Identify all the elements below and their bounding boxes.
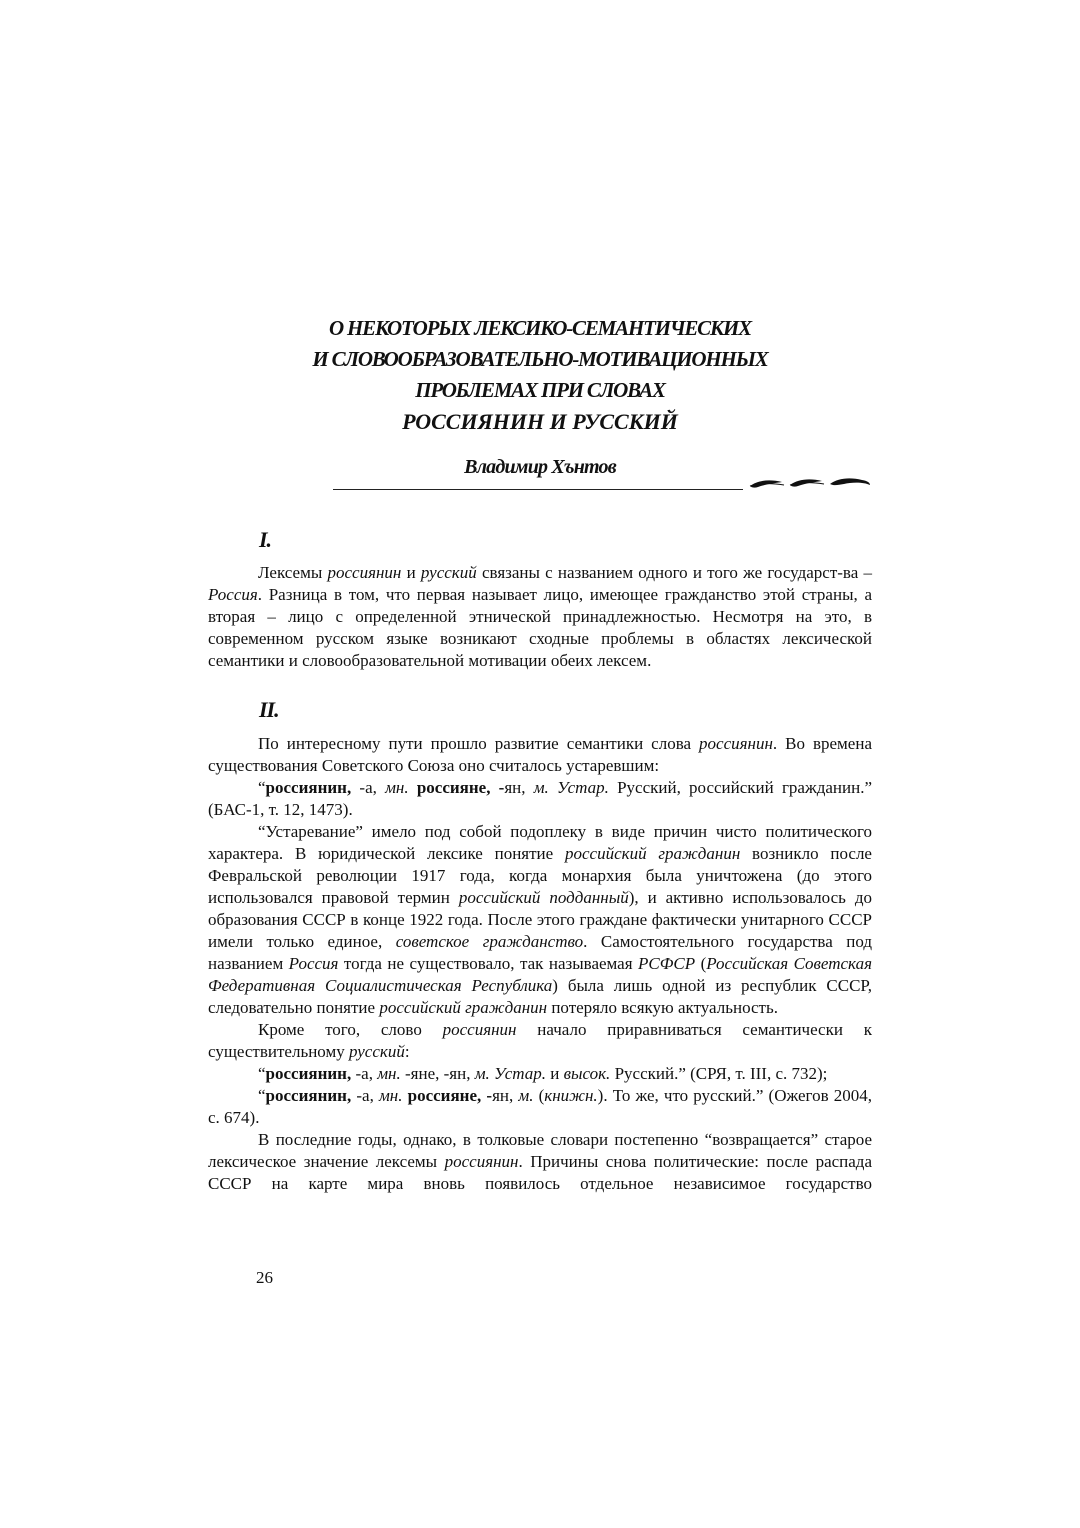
ornament-icon	[748, 471, 872, 493]
text-run: -а,	[351, 1064, 378, 1083]
text-run: м.	[518, 1086, 534, 1105]
text-run: и	[545, 1064, 564, 1083]
text-run: россиянин,	[265, 778, 352, 797]
text-run: -а,	[351, 778, 386, 797]
section-heading-2: II.	[259, 697, 279, 722]
text-run: . Самостоятельного государства под названием	[208, 932, 873, 973]
text-run: высок.	[563, 1064, 611, 1083]
text-run: российский гражданин	[379, 998, 548, 1017]
text-run: русский	[420, 563, 477, 582]
paragraph	[208, 821, 872, 1019]
text-run: начало приравниваться семантически к существительному	[208, 1020, 872, 1061]
article-title	[0, 313, 1080, 437]
section-1-text	[208, 562, 872, 672]
text-run: -яне, -ян,	[400, 1064, 475, 1083]
text-run: мн.	[378, 1086, 403, 1105]
text-run: м. Устар.	[474, 1064, 546, 1083]
text-run: россиянин	[442, 1020, 517, 1039]
text-run: ), и активно использовалось до образования СССР в конце 1922 года. После этого граждане фактически унитарного СССР имели только единое,	[208, 888, 872, 951]
text-run: “	[258, 1086, 266, 1105]
text-run: Российская Советская Федеративная Социалистическая Республика	[208, 954, 872, 995]
text-run: -а,	[351, 1086, 379, 1105]
dictionary-quote	[208, 1063, 872, 1085]
text-run: книжн.	[544, 1086, 598, 1105]
text-run: . Разница в том, что первая называет лицо, имеющее гражданство этой страны, а вторая – лицо с определенной этнической принадлежностью. Несмотря на это, в современном русском языке возникают сходные проблемы в областях лексической семантики и словообразовательной мотивации обеих лексем.	[208, 585, 872, 670]
text-run: мн.	[377, 1064, 401, 1083]
text-run: ян,	[504, 778, 534, 797]
text-run: россиянин,	[265, 1086, 352, 1105]
text-run: “Устаревание” имело под собой подоплеку в виде причин чисто политического характера. В юридической лексике понятие	[208, 822, 872, 863]
text-run: Россия	[208, 585, 258, 604]
text-run: россиянин	[699, 734, 773, 753]
text-run: ). То же, что русский.” (Ожегов 2004, с. 674).	[208, 1086, 872, 1127]
title-line-4: РОССИЯНИН И РУССКИЙ	[402, 409, 678, 434]
text-run: Лексемы	[258, 563, 328, 582]
text-run: (	[533, 1086, 545, 1105]
text-run: возникло после Февральской революции 1917 года, когда монархия была уничтожена (до этого использовался правовой термин	[208, 844, 872, 907]
text-run: россиянин	[327, 563, 402, 582]
text-run: м. Устар.	[533, 778, 609, 797]
text-run: Русский, российский гражданин.” (БАС-1, т. 12, 1473).	[208, 778, 872, 819]
text-run: и	[401, 563, 421, 582]
text-run: РСФСР	[638, 954, 696, 973]
text-run: россияне, -	[416, 778, 505, 797]
text-run: россияне, -	[407, 1086, 493, 1105]
text-run: советское гражданство	[395, 932, 584, 951]
dictionary-quote	[208, 1085, 872, 1129]
paragraph	[208, 1129, 872, 1195]
text-run: В последние годы, однако, в толковые словари постепенно “возвращается” старое лексическое значение лексемы	[208, 1130, 872, 1171]
text-run: . Во времена существования Советского Союза оно считалось устаревшим:	[208, 734, 872, 775]
paragraph	[208, 1019, 872, 1063]
text-run: :	[404, 1042, 410, 1061]
text-run: ян,	[492, 1086, 519, 1105]
text-run: россиянин	[444, 1152, 519, 1171]
text-run: россиянин,	[265, 1064, 352, 1083]
text-run: связаны с названием одного и того же государст-ва –	[476, 563, 872, 582]
text-run: Русский.” (СРЯ, т. III, с. 732);	[610, 1064, 828, 1083]
text-run: . Причины снова политические: после распада СССР на карте мира вновь появилось отдельное независимое государство	[208, 1152, 873, 1193]
text-run: российский подданный	[458, 888, 629, 907]
text-run: потеряло всякую актуальность.	[547, 998, 778, 1017]
title-line-1: О НЕКОТОРЫХ ЛЕКСИКО-СЕМАНТИЧЕСКИХ	[329, 316, 751, 340]
text-run: (	[695, 954, 707, 973]
text-run: “	[258, 1064, 266, 1083]
paragraph	[208, 562, 872, 672]
text-run: Кроме того, слово	[258, 1020, 443, 1039]
text-run: мн.	[385, 778, 409, 797]
text-run: По интересному пути прошло развитие семантики слова	[258, 734, 700, 753]
author-rule	[333, 489, 743, 490]
dictionary-quote	[208, 777, 872, 821]
title-line-2: И СЛОВООБРАЗОВАТЕЛЬНО-МОТИВАЦИОННЫХ	[312, 347, 768, 371]
page-number: 26	[256, 1268, 273, 1287]
text-run	[409, 778, 417, 797]
text-run: тогда не существовало, так называемая	[338, 954, 639, 973]
text-run: русский	[348, 1042, 405, 1061]
section-heading-1: I.	[259, 527, 272, 552]
paragraph	[208, 733, 872, 777]
text-run: “	[258, 778, 266, 797]
title-line-3: ПРОБЛЕМАХ ПРИ СЛОВАХ	[415, 378, 665, 402]
text-run: российский гражданин	[564, 844, 741, 863]
section-2-text	[208, 733, 872, 1195]
text-run: Россия	[288, 954, 339, 973]
author-name: Владимир Хънтов	[464, 456, 616, 478]
text-run: ) была лишь одной из республик СССР, следовательно понятие	[208, 976, 872, 1017]
